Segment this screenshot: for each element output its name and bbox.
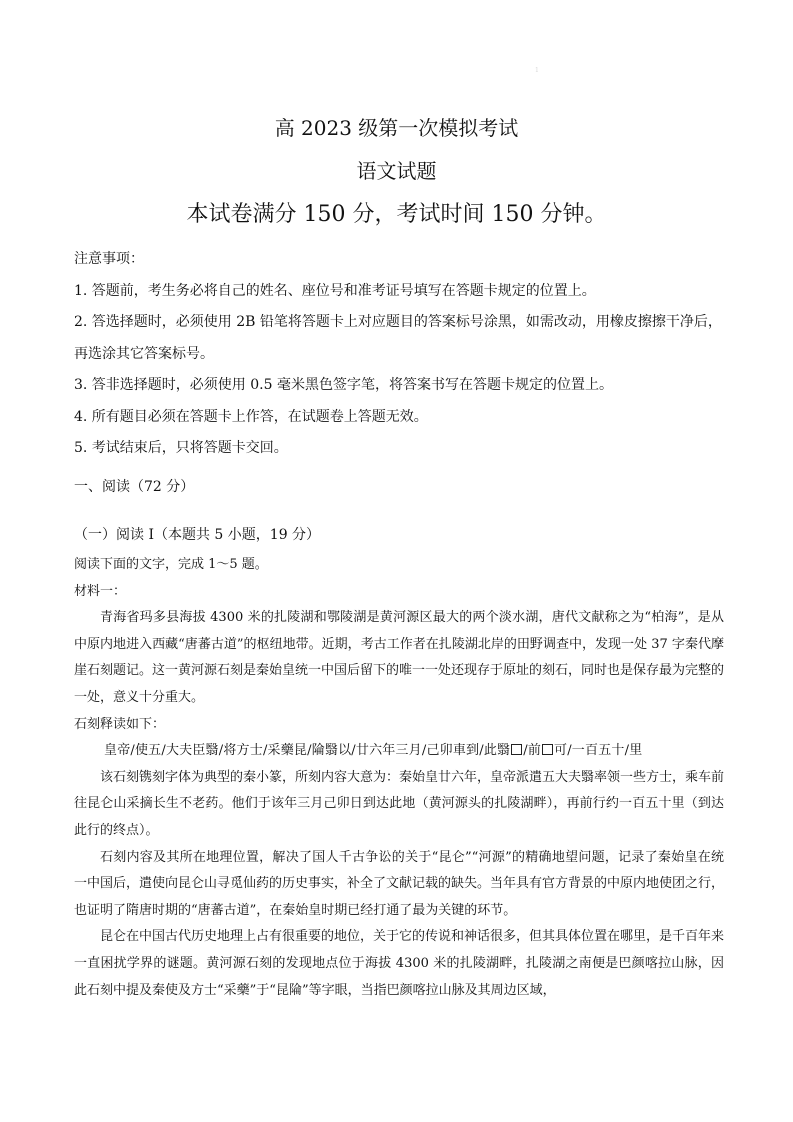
missing-character-box (511, 744, 522, 755)
notes-heading: 注意事项： (74, 251, 144, 267)
paragraph: 昆仑在中国古代历史地理上占有很重要的地位，关于它的传说和神话很多，但其具体位置在哪里，是千百年来一直困扰学界的谜题。黄河源石刻的发现地点位于海拔 4300 米的扎陵湖畔，扎陵湖之南便是巴颜喀拉山脉，因此石刻中提及秦使及方士“采藥”于“昆陯”等字眼，当指巴颜喀拉山脉及其周边区域， (74, 929, 725, 998)
note-item: 2. 答选择题时，必须使用 2B 铅笔将答题卡上对应题目的答案标号涂黑，如需改动，用橡皮擦擦干净后，再选涂其它答案标号。 (74, 314, 722, 362)
note-item: 5. 考试结束后，只将答题卡交回。 (74, 440, 288, 456)
inscription-part: 可/一百五十/里 (554, 743, 643, 759)
subject-title: 语文试题 (356, 159, 437, 183)
reading-instruction: 阅读下面的文字，完成 1～5 题。 (74, 557, 268, 572)
reading-passage (74, 552, 724, 1004)
score-info: 本试卷满分 150 分，考试时间 150 分钟。 (186, 202, 607, 227)
inscription-part: /前 (523, 743, 542, 759)
inscription-part: 皇帝/使五/大夫臣翳/将方士/采藥昆/陯翳以/廿六年三月/己卯車到/此翳 (104, 743, 511, 759)
inscription-text (74, 738, 724, 765)
missing-character-box (542, 744, 553, 755)
paragraph: 该石刻镌刻字体为典型的秦小篆，所刻内容大意为：秦始皇廿六年，皇帝派遣五大夫翳率领一些方士，乘车前往昆仑山采摘长生不老药。他们于该年三月己卯日到达此地（黄河源头的扎陵湖畔），再前行约一百五十里（到达此行的终点）。 (74, 769, 725, 838)
faint-mark: 1 (535, 67, 539, 74)
note-item: 4. 所有题目必须在答题卡上作答，在试题卷上答题无效。 (74, 408, 428, 425)
note-item: 1. 答题前，考生务必将自己的姓名、座位号和准考证号填写在答题卡规定的位置上。 (74, 282, 596, 299)
subsection-heading: （一）阅读 I（本题共 5 小题，19 分） (74, 527, 321, 543)
notes-block (74, 244, 724, 465)
paragraph: 石刻内容及其所在地理位置，解决了国人千古争讼的关于“昆仑”“河源”的精确地望问题，记录了秦始皇在统一中国后，遣使向昆仑山寻觅仙药的历史事实，补全了文献记载的缺失。当年具有官方背景的中原内地使团之行，也证明了隋唐时期的“唐蕃古道”，在秦始皇时期已经打通了最为关键的环节。 (74, 849, 725, 918)
note-item: 3. 答非选择题时，必须使用 0.5 毫米黑色签字笔，将答案书写在答题卡规定的位置上。 (74, 377, 613, 393)
inscription-label: 石刻释读如下： (74, 716, 166, 732)
section-heading: 一、阅读（72 分） (74, 479, 195, 495)
paragraph: 青海省玛多县海拔 4300 米的扎陵湖和鄂陵湖是黄河源区最大的两个淡水湖，唐代文献称之为“柏海”，是从中原内地进入西藏“唐蕃古道”的枢纽地带。近期，考古工作者在扎陵湖北岸的田野调查中，发现一处 37 字秦代摩崖石刻题记。这一黄河源石刻是秦始皇统一中国后留下的唯一一处还现存于原址的刻石，同时也是保存最为完整的一处，意义十分重大。 (74, 610, 725, 705)
exam-title: 高 2023 级第一次模拟考试 (274, 116, 519, 140)
material-label: 材料一： (74, 583, 127, 599)
